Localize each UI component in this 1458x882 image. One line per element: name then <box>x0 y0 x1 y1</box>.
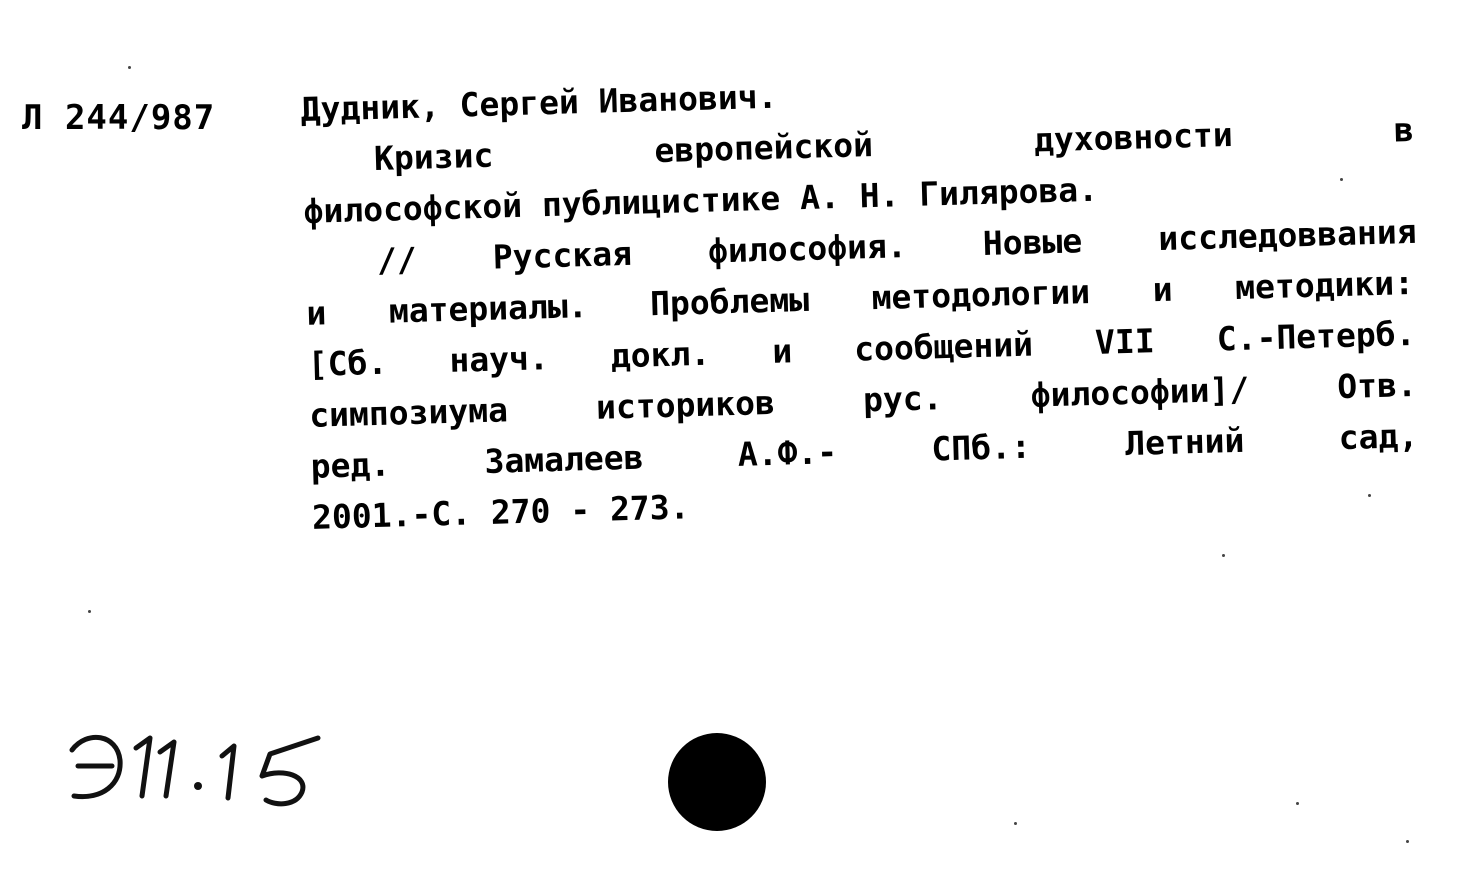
punch-hole <box>668 733 766 831</box>
scan-speck <box>1296 802 1299 805</box>
source-word: сад, <box>1338 415 1419 458</box>
scan-speck <box>1406 840 1409 843</box>
source-word: // <box>376 239 418 280</box>
source-word: сообщений <box>853 324 1034 369</box>
source-word: А.Ф.- <box>737 432 838 474</box>
source-word: докл. <box>610 333 711 376</box>
source-word: Новые <box>982 221 1083 263</box>
scan-speck <box>1368 494 1371 497</box>
title-word: Кризис <box>373 135 494 178</box>
source-word: исследоввания <box>1157 211 1418 259</box>
scan-speck <box>1340 178 1343 181</box>
source-word: симпозиума <box>308 390 509 435</box>
source-word: СПб.: <box>930 426 1032 469</box>
source-line-6: 2001.-С. 270 - 273. <box>311 487 691 537</box>
source-word: и <box>1152 269 1174 310</box>
source-word: науч. <box>448 338 550 380</box>
source-word: Русская <box>492 233 633 277</box>
source-word: Отв. <box>1336 364 1418 407</box>
source-word: С.-Петерб. <box>1216 313 1416 359</box>
source-word: Проблемы <box>649 279 810 324</box>
source-word: и <box>771 331 793 371</box>
source-word: материалы. <box>388 286 589 331</box>
title-word: духовности <box>1033 114 1234 160</box>
source-word: методологии <box>871 272 1091 318</box>
scan-speck <box>1222 554 1225 557</box>
source-word: VII <box>1094 321 1156 362</box>
source-word: и <box>305 293 327 333</box>
bibliographic-entry <box>300 53 1437 543</box>
source-word: историков <box>595 382 776 427</box>
scan-speck <box>1014 822 1017 825</box>
scan-speck <box>88 610 91 613</box>
scan-speck <box>128 66 131 69</box>
source-word: философия. <box>707 226 908 271</box>
source-word: методики: <box>1234 262 1415 307</box>
title-word: европейской <box>653 125 874 171</box>
shelfmark: Л 244/987 <box>22 98 216 138</box>
author-line: Дудник, Сергей Иванович. <box>300 76 778 129</box>
title-line-2: философской публицистике А. Н. Гилярова. <box>303 169 1099 231</box>
source-word: философии]/ <box>1030 369 1250 415</box>
title-word: в <box>1393 109 1415 150</box>
source-word: рус. <box>862 378 944 420</box>
handwritten-note <box>62 712 342 822</box>
source-word: Замалеев <box>483 437 644 481</box>
source-word: [Сб. <box>307 342 388 384</box>
source-word: ред. <box>310 444 391 486</box>
source-word: Летний <box>1124 420 1245 464</box>
